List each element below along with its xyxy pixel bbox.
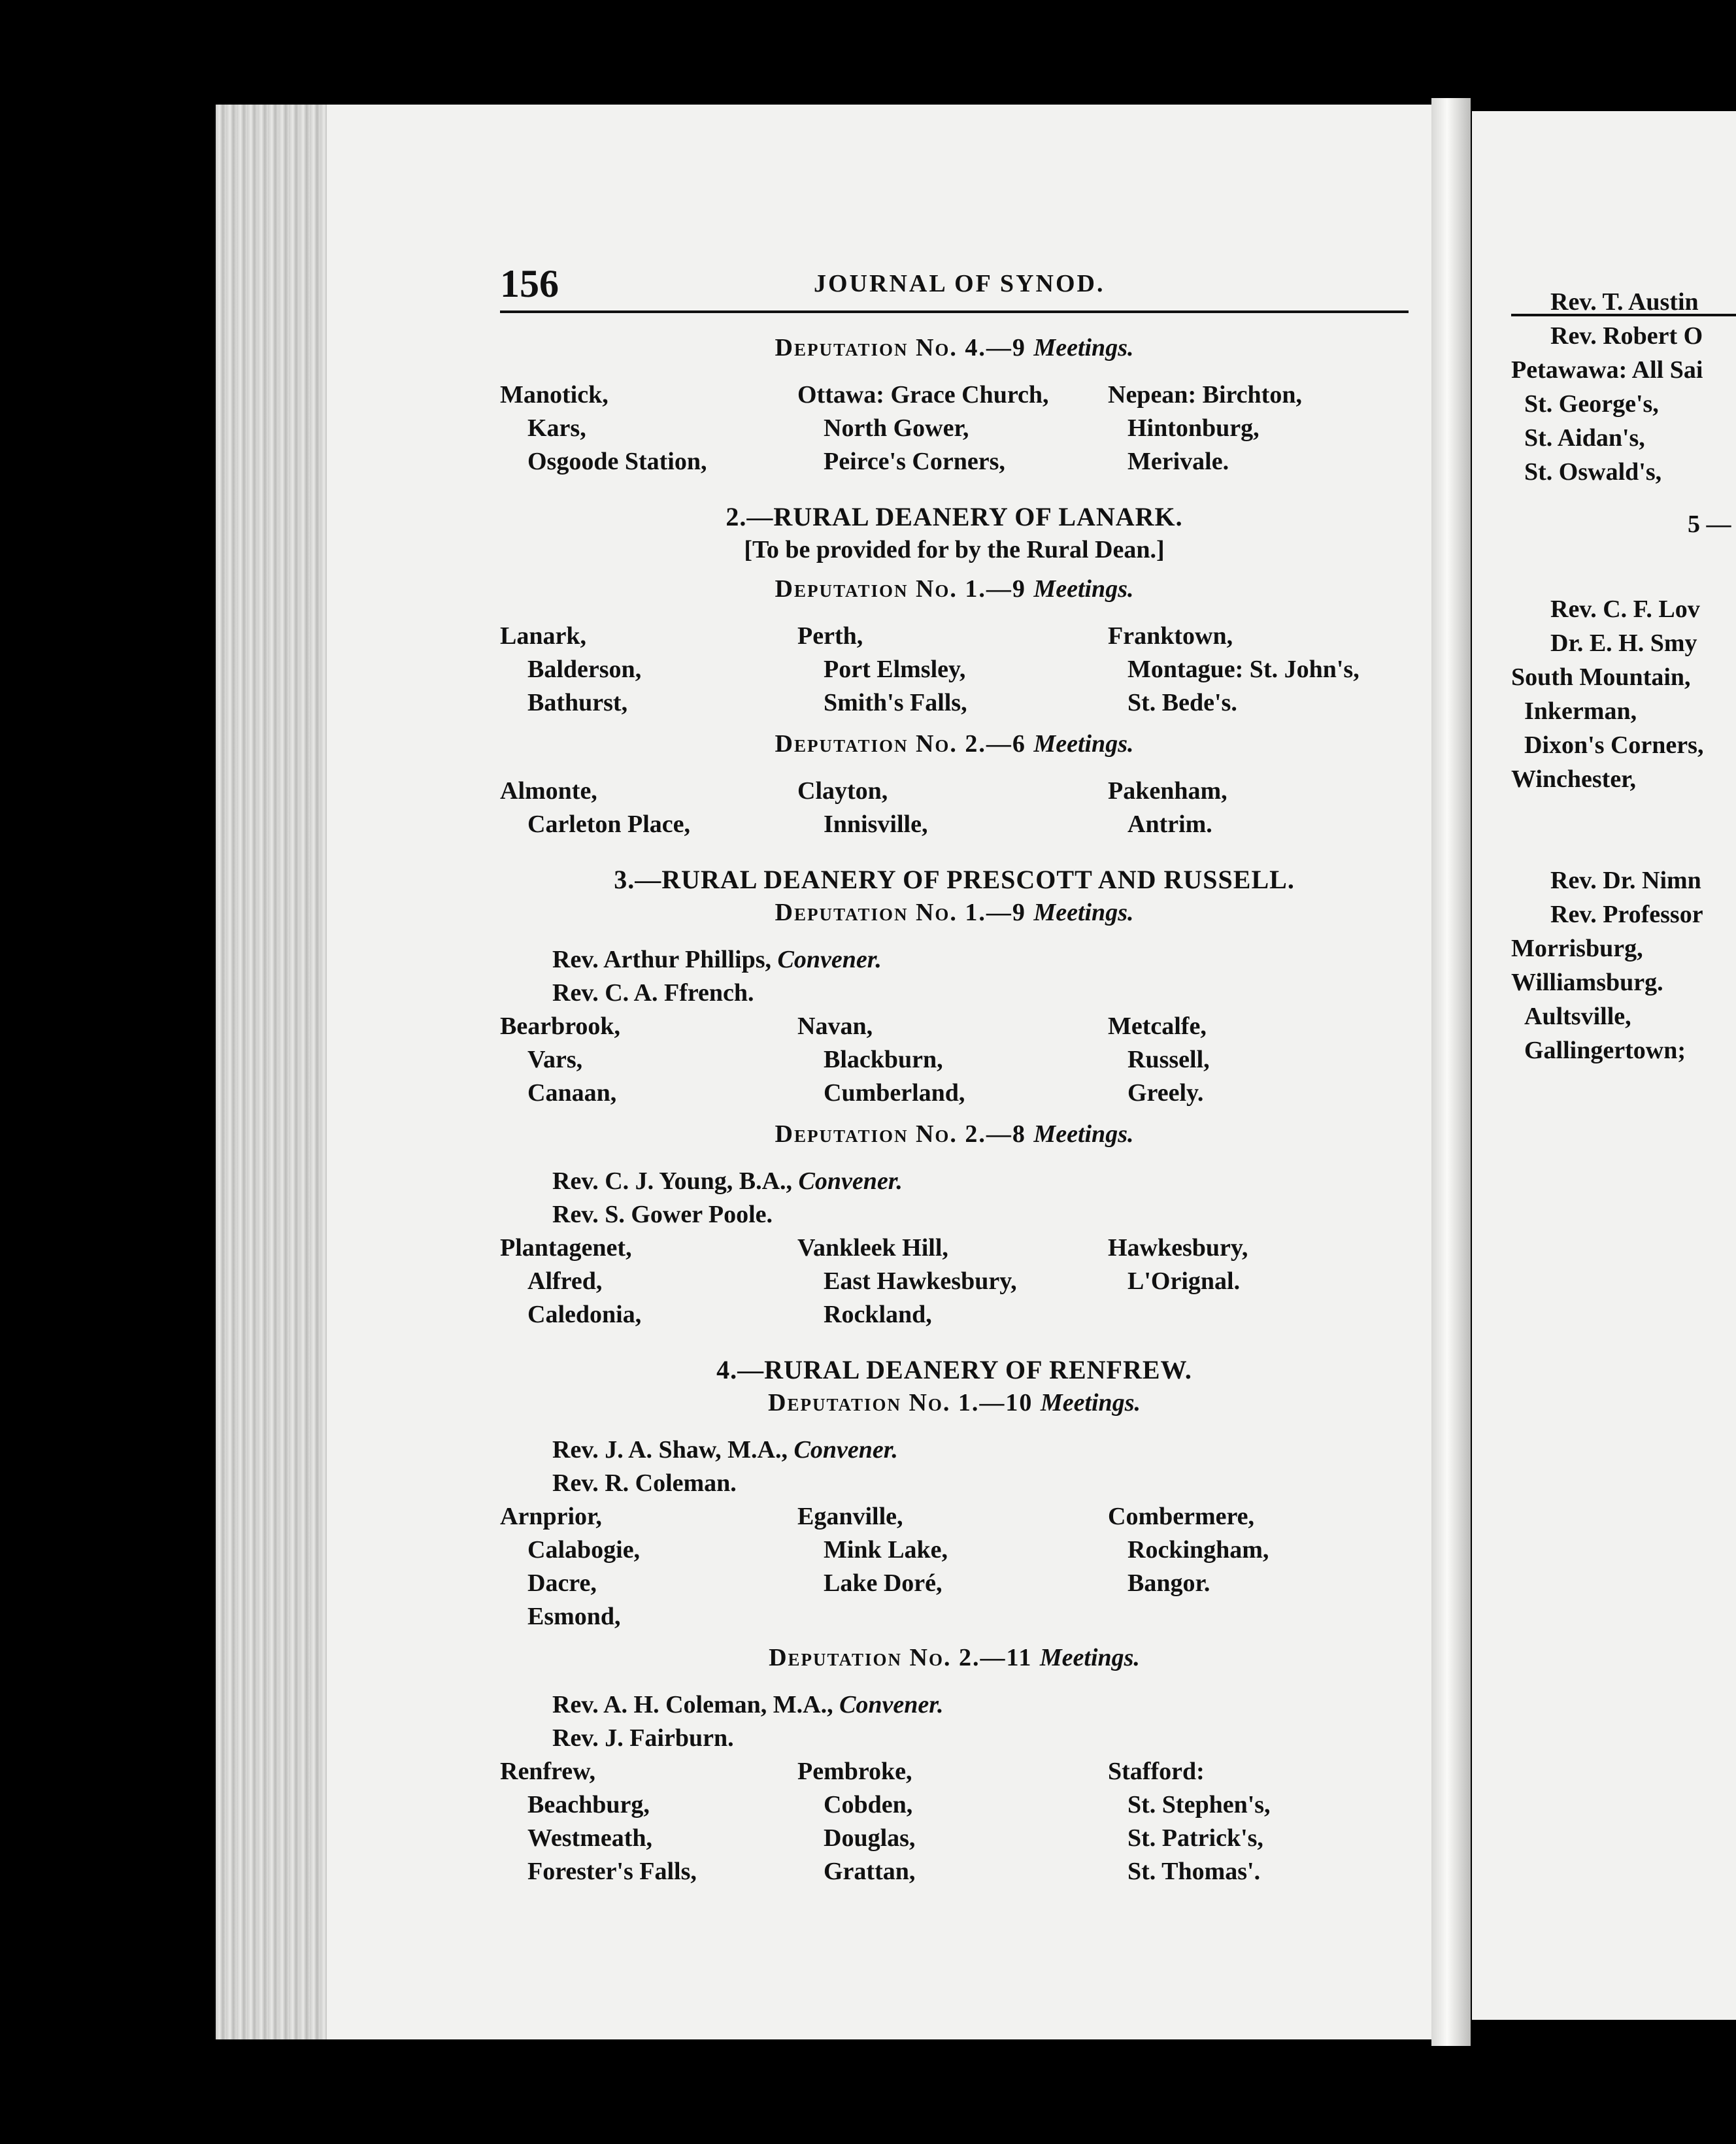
facing-page-line: Inkerman,: [1524, 697, 1637, 725]
deputation-heading: [500, 333, 1409, 362]
deputation-meetings: Meetings.: [1033, 334, 1134, 361]
facing-page-line: Dixon's Corners,: [1524, 731, 1704, 759]
parish-name: Vankleek Hill,: [797, 1234, 948, 1262]
member-name: Rev. S. Gower Poole.: [552, 1201, 773, 1228]
parish-name: St. Thomas'.: [1127, 1858, 1261, 1885]
parish-name: Smith's Falls,: [824, 689, 967, 716]
facing-page-line: Rev. T. Austin: [1550, 288, 1699, 316]
parish-name: Pembroke,: [797, 1758, 912, 1785]
parish-name: Navan,: [797, 1013, 873, 1040]
member-name: Rev. J. A. Shaw, M.A.,: [552, 1436, 788, 1464]
parish-name: Port Elmsley,: [824, 656, 966, 683]
page-edge-stack: [216, 105, 327, 2039]
deputation-label: Deputation No. 1.—10: [768, 1389, 1041, 1416]
deputation-member: [552, 1435, 898, 1464]
parish-name: St. Bede's.: [1127, 689, 1237, 716]
member-role: Convener.: [777, 946, 882, 973]
deputation-meetings: Meetings.: [1033, 730, 1134, 758]
parish-name: Ottawa: Grace Church,: [797, 381, 1049, 409]
deputation-label: Deputation No. 2.—8: [775, 1120, 1034, 1148]
parish-name: Almonte,: [500, 777, 597, 805]
parish-name: Mink Lake,: [824, 1536, 948, 1564]
deputation-heading: [500, 729, 1409, 758]
page-header: [500, 261, 1409, 320]
parish-name: North Gower,: [824, 414, 969, 442]
member-role: Convener.: [839, 1691, 944, 1718]
parish-name: East Hawkesbury,: [824, 1267, 1017, 1295]
deanery-heading: 2.—RURAL DEANERY OF LANARK.: [726, 502, 1183, 531]
parish-name: Cobden,: [824, 1791, 913, 1818]
member-role: Convener.: [798, 1167, 903, 1195]
facing-page-line: Rev. Robert O: [1550, 322, 1703, 350]
parish-name: Hintonburg,: [1127, 414, 1260, 442]
facing-page-fragment: [1472, 111, 1736, 2020]
member-name: Rev. R. Coleman.: [552, 1469, 737, 1497]
book-spine: [1431, 98, 1471, 2046]
parish-name: L'Orignal.: [1127, 1267, 1241, 1295]
facing-page-line: Dr. E. H. Smy: [1550, 629, 1697, 657]
facing-page-line: Gallingertown;: [1524, 1037, 1686, 1064]
parish-name: Antrim.: [1127, 811, 1212, 838]
parish-name: Grattan,: [824, 1858, 916, 1885]
deputation-member: [552, 1167, 903, 1196]
parish-name: Bearbrook,: [500, 1013, 621, 1040]
parish-name: Alfred,: [527, 1267, 603, 1295]
parish-name: Perth,: [797, 622, 863, 650]
deputation-meetings: Meetings.: [1033, 1120, 1134, 1148]
deputation-member: [552, 1690, 943, 1719]
deputation-member: [552, 1469, 737, 1498]
parish-name: Cumberland,: [824, 1079, 965, 1107]
facing-page-line: Morrisburg,: [1511, 935, 1643, 962]
deputation-label: Deputation No. 1.—9: [775, 575, 1034, 603]
parish-name: Rockland,: [824, 1301, 932, 1328]
deputation-meetings: Meetings.: [1033, 575, 1134, 603]
parish-name: Beachburg,: [527, 1791, 650, 1818]
member-name: Rev. C. A. Ffrench.: [552, 979, 754, 1007]
member-name: Rev. C. J. Young, B.A.,: [552, 1167, 793, 1195]
parish-name: Esmond,: [527, 1603, 621, 1630]
parish-name: Manotick,: [500, 381, 609, 409]
deputation-heading: [500, 1120, 1409, 1148]
parish-name: Renfrew,: [500, 1758, 595, 1785]
parish-name: Rockingham,: [1127, 1536, 1269, 1564]
parish-name: Forester's Falls,: [527, 1858, 697, 1885]
deputation-heading: [500, 1643, 1409, 1672]
parish-name: Osgoode Station,: [527, 448, 707, 475]
parish-name: Canaan,: [527, 1079, 617, 1107]
facing-page-line: St. Oswald's,: [1524, 458, 1662, 486]
parish-name: Douglas,: [824, 1824, 916, 1852]
member-name: Rev. A. H. Coleman, M.A.,: [552, 1691, 833, 1718]
parish-name: Dacre,: [527, 1569, 597, 1597]
deanery-heading: 3.—RURAL DEANERY OF PRESCOTT AND RUSSELL.: [614, 865, 1295, 894]
parish-name: Lanark,: [500, 622, 586, 650]
parish-name: Vars,: [527, 1046, 583, 1073]
parish-name: Calabogie,: [527, 1536, 641, 1564]
parish-name: Greely.: [1127, 1079, 1204, 1107]
page-number: 156: [500, 262, 559, 305]
parish-name: Hawkesbury,: [1108, 1234, 1248, 1262]
facing-page-line: 5 —: [1688, 511, 1731, 538]
parish-name: Pakenham,: [1108, 777, 1227, 805]
parish-name: Caledonia,: [527, 1301, 642, 1328]
deputation-label: Deputation No. 2.—11: [769, 1644, 1040, 1671]
facing-page-line: Williamsburg.: [1511, 969, 1663, 996]
parish-name: Arnprior,: [500, 1503, 602, 1530]
deanery-heading: 4.—RURAL DEANERY OF RENFREW.: [716, 1355, 1192, 1384]
header-rule: [500, 310, 1409, 313]
member-role: Convener.: [793, 1436, 898, 1464]
parish-name: Clayton,: [797, 777, 888, 805]
deputation-member: [552, 1200, 773, 1229]
deputation-member: [552, 945, 882, 974]
parish-name: Nepean: Birchton,: [1108, 381, 1302, 409]
deputation-label: Deputation No. 4.—9: [775, 334, 1034, 361]
member-name: Rev. J. Fairburn.: [552, 1724, 734, 1752]
running-title: JOURNAL OF SYNOD.: [814, 270, 1105, 297]
deputation-meetings: Meetings.: [1039, 1644, 1140, 1671]
parish-name: Carleton Place,: [527, 811, 691, 838]
parish-name: Stafford:: [1108, 1758, 1205, 1785]
parish-name: Metcalfe,: [1108, 1013, 1207, 1040]
deputation-label: Deputation No. 2.—6: [775, 730, 1034, 758]
deputation-heading: [500, 898, 1409, 927]
parish-name: Eganville,: [797, 1503, 903, 1530]
deputation-meetings: Meetings.: [1040, 1389, 1141, 1416]
parish-name: Plantagenet,: [500, 1234, 632, 1262]
deputation-heading: [500, 1388, 1409, 1417]
parish-name: Bangor.: [1127, 1569, 1210, 1597]
parish-name: St. Patrick's,: [1127, 1824, 1263, 1852]
facing-page-line: Rev. C. F. Lov: [1550, 595, 1700, 623]
parish-name: Kars,: [527, 414, 586, 442]
facing-page-line: Winchester,: [1511, 765, 1637, 793]
parish-name: Combermere,: [1108, 1503, 1255, 1530]
parish-name: Balderson,: [527, 656, 642, 683]
facing-page-line: Rev. Dr. Nimn: [1550, 867, 1701, 894]
member-name: Rev. Arthur Phillips,: [552, 946, 772, 973]
parish-name: Franktown,: [1108, 622, 1233, 650]
parish-name: Bathurst,: [527, 689, 628, 716]
parish-name: St. Stephen's,: [1127, 1791, 1271, 1818]
parish-name: Peirce's Corners,: [824, 448, 1005, 475]
facing-page-line: St. George's,: [1524, 390, 1659, 418]
parish-name: Russell,: [1127, 1046, 1210, 1073]
facing-page-line: South Mountain,: [1511, 663, 1691, 691]
facing-page-line: Aultsville,: [1524, 1003, 1631, 1030]
deputation-label: Deputation No. 1.—9: [775, 899, 1034, 926]
facing-page-line: Petawawa: All Sai: [1511, 356, 1703, 384]
deputation-meetings: Meetings.: [1033, 899, 1134, 926]
deputation-member: [552, 979, 754, 1007]
deputation-heading: [500, 575, 1409, 603]
parish-name: Lake Doré,: [824, 1569, 943, 1597]
parish-name: Innisville,: [824, 811, 928, 838]
parish-name: Blackburn,: [824, 1046, 943, 1073]
facing-page-line: Rev. Professor: [1550, 901, 1703, 928]
parish-name: Montague: St. John's,: [1127, 656, 1360, 683]
facing-page-line: St. Aidan's,: [1524, 424, 1645, 452]
parish-name: Westmeath,: [527, 1824, 653, 1852]
parish-name: Merivale.: [1127, 448, 1229, 475]
deputation-member: [552, 1724, 734, 1752]
deanery-note: [To be provided for by the Rural Dean.]: [744, 536, 1165, 563]
